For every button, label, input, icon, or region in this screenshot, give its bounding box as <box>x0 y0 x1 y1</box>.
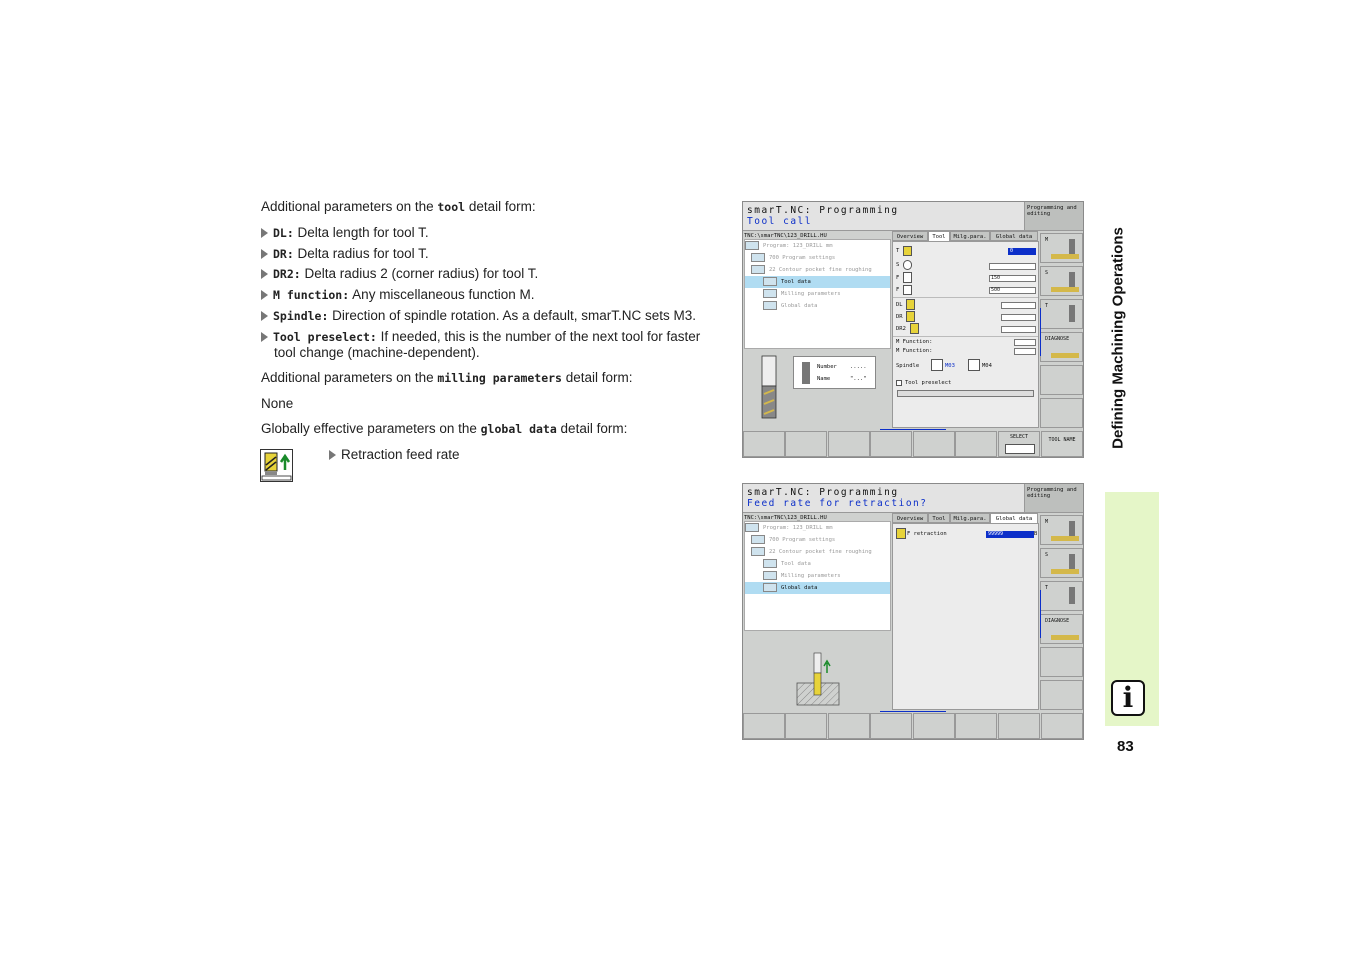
retraction-preview <box>744 631 891 711</box>
softkey-3[interactable] <box>828 713 870 739</box>
bullet-arrow-icon <box>329 450 336 460</box>
softkey-blank[interactable] <box>1040 365 1083 395</box>
spindle-speed-field[interactable] <box>989 263 1036 270</box>
tab-tool[interactable]: Tool <box>928 513 950 523</box>
none-text: None <box>261 396 294 411</box>
dl-field[interactable] <box>1001 302 1036 309</box>
tree-item[interactable]: Milling parameters <box>745 570 890 582</box>
screen-header <box>743 202 1024 231</box>
milling-icon <box>763 289 777 298</box>
list-item-retraction: Retraction feed rate <box>329 447 460 462</box>
bullet-arrow-icon <box>261 311 268 321</box>
tree-item[interactable]: 700 Program settings <box>745 252 890 264</box>
tab-overview[interactable]: Overview <box>892 513 928 523</box>
f-retraction-field[interactable]: 99999 <box>986 531 1034 538</box>
softkey-5[interactable] <box>913 713 955 739</box>
bullet-arrow-icon <box>261 290 268 300</box>
softkey-select[interactable]: SELECT <box>998 431 1040 457</box>
divider <box>893 297 1038 298</box>
tool-form: T 0 S F 150 F 500 DL DR DR2 M Function: M Function: Spindle M03 M04 Tool preselect <box>892 241 1039 428</box>
screen-subtitle: Feed rate for retraction? <box>747 498 928 509</box>
screen-title: smarT.NC: Programming <box>747 205 899 216</box>
softkey-s[interactable]: S <box>1040 266 1083 296</box>
retraction-diagram-icon <box>789 649 849 719</box>
tree-item[interactable]: Global data <box>745 300 890 312</box>
tool-change-icon <box>1069 305 1075 322</box>
nc-screen-tool-call <box>742 201 1084 458</box>
tab-global-data[interactable]: Global data <box>990 513 1038 523</box>
m04-option[interactable]: M04 <box>982 363 992 369</box>
form-tabs <box>892 231 1039 241</box>
retraction-feed-icon <box>896 528 906 539</box>
softkey-blank[interactable] <box>1040 398 1083 428</box>
pocket-icon <box>751 547 765 556</box>
softkey-4[interactable] <box>870 713 912 739</box>
tab-tool[interactable]: Tool <box>928 231 950 241</box>
spindle-speed-icon <box>903 260 912 270</box>
diagnose-icon <box>1051 635 1079 640</box>
tool-table-icon <box>1005 444 1035 454</box>
page-number: 83 <box>1117 738 1134 755</box>
milling-intro: Additional parameters on the milling parameters detail form: <box>261 370 633 385</box>
divider <box>893 336 1038 337</box>
milling-icon <box>763 571 777 580</box>
softkey-tool-name[interactable]: TOOL NAME <box>1041 431 1083 457</box>
softkey-t[interactable]: T <box>1040 581 1083 611</box>
mode-indicator: Programming and editing <box>1024 202 1084 231</box>
tree-item[interactable]: Tool data <box>745 558 890 570</box>
mode-indicator: Programming and editing <box>1024 484 1084 513</box>
info-icon: i <box>1111 680 1145 716</box>
tab-milling-parameters[interactable]: Milg.para. <box>950 513 990 523</box>
bullet-arrow-icon <box>261 228 268 238</box>
settings-icon <box>751 253 765 262</box>
softkey-5[interactable] <box>913 431 955 457</box>
tool-preselect-checkbox[interactable] <box>896 380 902 386</box>
m-function-field-2[interactable] <box>1014 348 1036 355</box>
bullet-arrow-icon <box>261 249 268 259</box>
list-item-dr2: DR2: Delta radius 2 (corner radius) for tool T. <box>261 266 538 282</box>
bullet-arrow-icon <box>261 269 268 279</box>
softkey-2[interactable] <box>785 431 827 457</box>
softkey-s[interactable]: S <box>1040 548 1083 578</box>
tool-preselect-field[interactable] <box>897 390 1034 397</box>
screen-title: smarT.NC: Programming <box>747 487 899 498</box>
softkey-m[interactable]: M <box>1040 233 1083 263</box>
program-icon <box>745 241 759 250</box>
list-item-dr: DR: Delta radius for tool T. <box>261 246 429 262</box>
end-mill-icon <box>758 354 788 424</box>
softkey-diagnose[interactable]: DIAGNOSE <box>1040 332 1083 362</box>
tree-item[interactable]: Program: 123_DRILL mm <box>745 240 890 252</box>
global-intro: Globally effective parameters on the global data detail form: <box>261 421 628 436</box>
softkey-4[interactable] <box>870 431 912 457</box>
tool-change-icon <box>1069 587 1075 604</box>
screen-subtitle: Tool call <box>747 216 812 227</box>
form-tabs <box>892 513 1039 523</box>
tool-preview <box>744 349 891 429</box>
chapter-title: Defining Machining Operations <box>1109 227 1127 449</box>
softkey-blank[interactable] <box>1040 680 1083 710</box>
program-icon <box>745 523 759 532</box>
program-tree <box>744 521 891 631</box>
retraction-feed-icon <box>260 449 293 482</box>
softkey-indicator <box>880 711 946 712</box>
softkey-blank[interactable] <box>1040 647 1083 677</box>
list-item-dl: DL: Delta length for tool T. <box>261 225 429 241</box>
tool-thumb-icon <box>802 362 810 384</box>
tree-item[interactable]: Milling parameters <box>745 288 890 300</box>
scroll-indicator <box>1040 590 1041 638</box>
softkey-m[interactable]: M <box>1040 515 1083 545</box>
tool-info-box: Number ..... Name "..." <box>793 356 876 389</box>
tool-number-field[interactable]: 0 <box>1008 248 1036 255</box>
softkey-6[interactable] <box>955 431 997 457</box>
tab-overview[interactable]: Overview <box>892 231 928 241</box>
tree-item[interactable]: 700 Program settings <box>745 534 890 546</box>
list-item-m-function: M function: Any miscellaneous function M. <box>261 287 535 303</box>
plunge-feed-icon <box>903 285 912 295</box>
softkey-t[interactable]: T <box>1040 299 1083 329</box>
pocket-icon <box>751 265 765 274</box>
file-path: TNC:\smarTNC\123_DRILL.HU <box>744 515 827 521</box>
tab-global-data[interactable]: Global data <box>990 231 1038 241</box>
softkey-8[interactable] <box>1041 713 1083 739</box>
tool-icon <box>763 559 777 568</box>
softkey-3[interactable] <box>828 431 870 457</box>
globe-icon <box>763 301 777 310</box>
softkey-diagnose[interactable]: DIAGNOSE <box>1040 614 1083 644</box>
nc-screen-feed-retraction <box>742 483 1084 740</box>
tool-number-icon <box>903 246 912 256</box>
delta-length-icon <box>906 299 915 310</box>
list-item-tool-preselect: Tool preselect: If needed, this is the number of the next tool for faster <box>261 329 700 345</box>
delta-radius2-icon <box>910 323 919 334</box>
settings-icon <box>751 535 765 544</box>
spindle-cw-icon[interactable] <box>931 359 943 371</box>
globe-icon <box>763 583 777 592</box>
diagnose-icon <box>1051 353 1079 358</box>
screen-header <box>743 484 1024 513</box>
scroll-indicator <box>1040 308 1041 356</box>
tree-item[interactable]: Program: 123_DRILL mm <box>745 522 890 534</box>
softkey-2[interactable] <box>785 713 827 739</box>
softkey-6[interactable] <box>955 713 997 739</box>
dr-field[interactable] <box>1001 314 1036 321</box>
softkey-1[interactable] <box>743 713 785 739</box>
dr2-field[interactable] <box>1001 326 1036 333</box>
delta-radius-icon <box>906 311 915 322</box>
list-item-tool-preselect-cont: tool change (machine-dependent). <box>274 345 480 360</box>
m-function-field-1[interactable] <box>1014 339 1036 346</box>
tool-code: tool <box>437 200 466 214</box>
plunge-feed-field[interactable]: 500 <box>989 287 1036 294</box>
bullet-arrow-icon <box>261 332 268 342</box>
softkey-7[interactable] <box>998 713 1040 739</box>
list-item-spindle: Spindle: Direction of spindle rotation. As a default, smarT.NC sets M3. <box>261 308 696 324</box>
tree-item[interactable]: Tool data <box>745 276 890 288</box>
tree-item[interactable]: Global data <box>745 582 890 594</box>
tool-intro: Additional parameters on the tool detail form: <box>261 199 536 214</box>
program-tree <box>744 239 891 349</box>
tree-item[interactable]: 22 Contour pocket fine roughing <box>745 264 890 276</box>
feed-icon <box>903 272 912 283</box>
global-data-form: F retraction 99999 B <box>892 523 1039 710</box>
tool-icon <box>763 277 777 286</box>
m03-option[interactable]: M03 <box>945 363 955 369</box>
tab-milling-parameters[interactable]: Milg.para. <box>950 231 990 241</box>
spindle-ccw-icon[interactable] <box>968 359 980 371</box>
file-path: TNC:\smarTNC\123_DRILL.HU <box>744 233 827 239</box>
tree-item[interactable]: 22 Contour pocket fine roughing <box>745 546 890 558</box>
feed-field[interactable]: 150 <box>989 275 1036 282</box>
softkey-1[interactable] <box>743 431 785 457</box>
softkey-indicator <box>880 429 946 430</box>
